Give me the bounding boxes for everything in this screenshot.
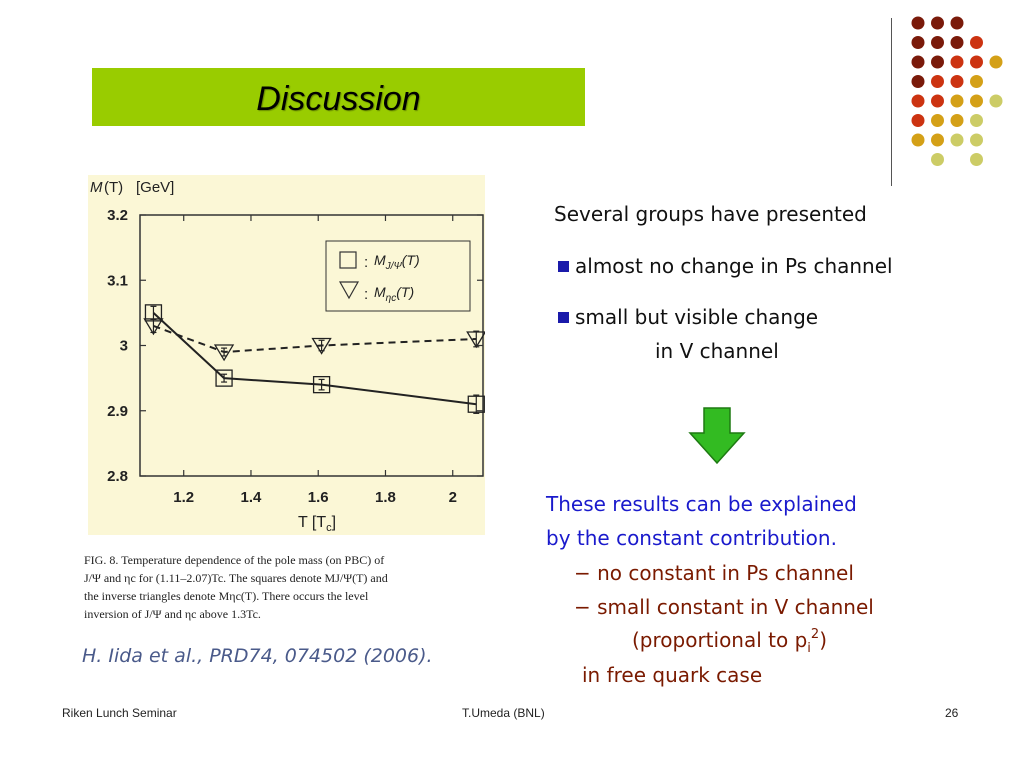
decorative-dot bbox=[912, 36, 925, 49]
x-tick-label: 1.2 bbox=[173, 489, 195, 506]
decorative-dot bbox=[931, 17, 944, 30]
x-tick-label: 1.8 bbox=[375, 489, 396, 506]
legend-sep-1: : bbox=[364, 254, 369, 271]
page-number: 26 bbox=[945, 706, 959, 720]
decorative-dot bbox=[990, 95, 1003, 108]
y-tick-label: 3 bbox=[119, 337, 128, 355]
decorative-dot bbox=[912, 56, 925, 69]
decorative-dot bbox=[912, 95, 925, 108]
series-line-1 bbox=[153, 313, 476, 404]
decorative-dot bbox=[931, 95, 944, 108]
mass-temperature-chart bbox=[88, 175, 485, 535]
decorative-dot bbox=[951, 36, 964, 49]
decorative-dot bbox=[970, 114, 983, 127]
decorative-dot bbox=[912, 17, 925, 30]
y-axis-label-prefix: M bbox=[90, 179, 103, 196]
decorative-dot bbox=[931, 153, 944, 166]
free-quark-note: in free quark case bbox=[582, 663, 763, 687]
bullet-v bbox=[558, 305, 818, 329]
decorative-dot bbox=[970, 56, 983, 69]
decorative-dot bbox=[931, 134, 944, 147]
bullet-square-icon bbox=[558, 312, 569, 323]
decorative-dot bbox=[951, 95, 964, 108]
caption-line: inversion of J/Ψ and ηc above 1.3Tc. bbox=[84, 607, 261, 621]
y-tick-label: 3.2 bbox=[107, 207, 128, 224]
series-lines bbox=[153, 313, 476, 404]
explain-line-1: These results can be explained bbox=[546, 492, 857, 516]
x-axis-label: T $[T_c]$ bbox=[298, 514, 337, 534]
decorative-dot bbox=[951, 17, 964, 30]
decorative-dot bbox=[990, 56, 1003, 69]
x-tick-label: 1.6 bbox=[307, 489, 329, 506]
decorative-dot bbox=[970, 134, 983, 147]
decorative-dot bbox=[970, 95, 983, 108]
figure-caption bbox=[84, 551, 488, 623]
decorative-vertical-line bbox=[891, 18, 892, 186]
triangle-marker bbox=[215, 345, 233, 360]
y-axis-label-arg: (T) bbox=[104, 179, 124, 196]
decorative-dot bbox=[912, 75, 925, 88]
bullet-square-icon bbox=[558, 261, 569, 272]
caption-line: FIG. 8. Temperature dependence of the pole mass (on PBC) of bbox=[84, 553, 385, 567]
down-arrow-icon bbox=[686, 405, 748, 467]
decorative-dot bbox=[931, 36, 944, 49]
footer-left: Riken Lunch Seminar bbox=[62, 706, 177, 720]
proportional-note: (proportional to $p_i^2$) bbox=[632, 627, 828, 656]
slide-title: Discussion bbox=[256, 80, 421, 118]
decorative-dot bbox=[951, 134, 964, 147]
caption-line: J/Ψ and ηc for (1.11–2.07)Tc. The squares denote MJ/Ψ(T) and bbox=[84, 571, 388, 585]
legend-label-2: $M_{\eta c}(T)$ bbox=[374, 284, 415, 304]
decorative-dot bbox=[970, 153, 983, 166]
triangle-marker bbox=[313, 339, 331, 354]
x-tick-label: 1.4 bbox=[240, 489, 262, 506]
decorative-dot bbox=[951, 114, 964, 127]
decorative-dot bbox=[951, 75, 964, 88]
decorative-dot bbox=[931, 56, 944, 69]
citation: H. Iida et al., PRD74, 074502 (2006). bbox=[82, 645, 433, 667]
decorative-dot bbox=[970, 75, 983, 88]
intro-text: Several groups have presented bbox=[554, 202, 867, 226]
footer-center: T.Umeda (BNL) bbox=[462, 706, 545, 720]
decorative-dot bbox=[931, 114, 944, 127]
bullet-ps-text: almost no change in Ps channel bbox=[575, 254, 893, 278]
bullet-ps bbox=[558, 254, 893, 278]
point-ps: − no constant in Ps channel bbox=[574, 561, 854, 585]
x-tick-label: 2 bbox=[448, 489, 457, 506]
decorative-dot bbox=[970, 36, 983, 49]
bullet-v-text: small but visible change bbox=[575, 305, 819, 329]
series-markers bbox=[144, 305, 485, 413]
decorative-dot bbox=[951, 56, 964, 69]
y-axis-label-unit: [GeV] bbox=[136, 179, 175, 196]
y-tick-label: 2.8 bbox=[107, 468, 128, 485]
caption-line: the inverse triangles denote Mηc(T). There occurs the level bbox=[84, 589, 369, 603]
bullet-v-line2: in V channel bbox=[655, 339, 779, 363]
legend-label-1: $M_{J/\Psi}(T)$ bbox=[374, 252, 420, 272]
y-tick-label: 3.1 bbox=[107, 272, 128, 290]
decorative-dot bbox=[931, 75, 944, 88]
decorative-dot bbox=[912, 114, 925, 127]
point-v: − small constant in V channel bbox=[574, 595, 874, 619]
legend-sep-2: : bbox=[364, 286, 369, 303]
explain-line-2: by the constant contribution. bbox=[546, 526, 837, 550]
decorative-dot bbox=[912, 134, 925, 147]
y-tick-label: 2.9 bbox=[107, 402, 128, 420]
